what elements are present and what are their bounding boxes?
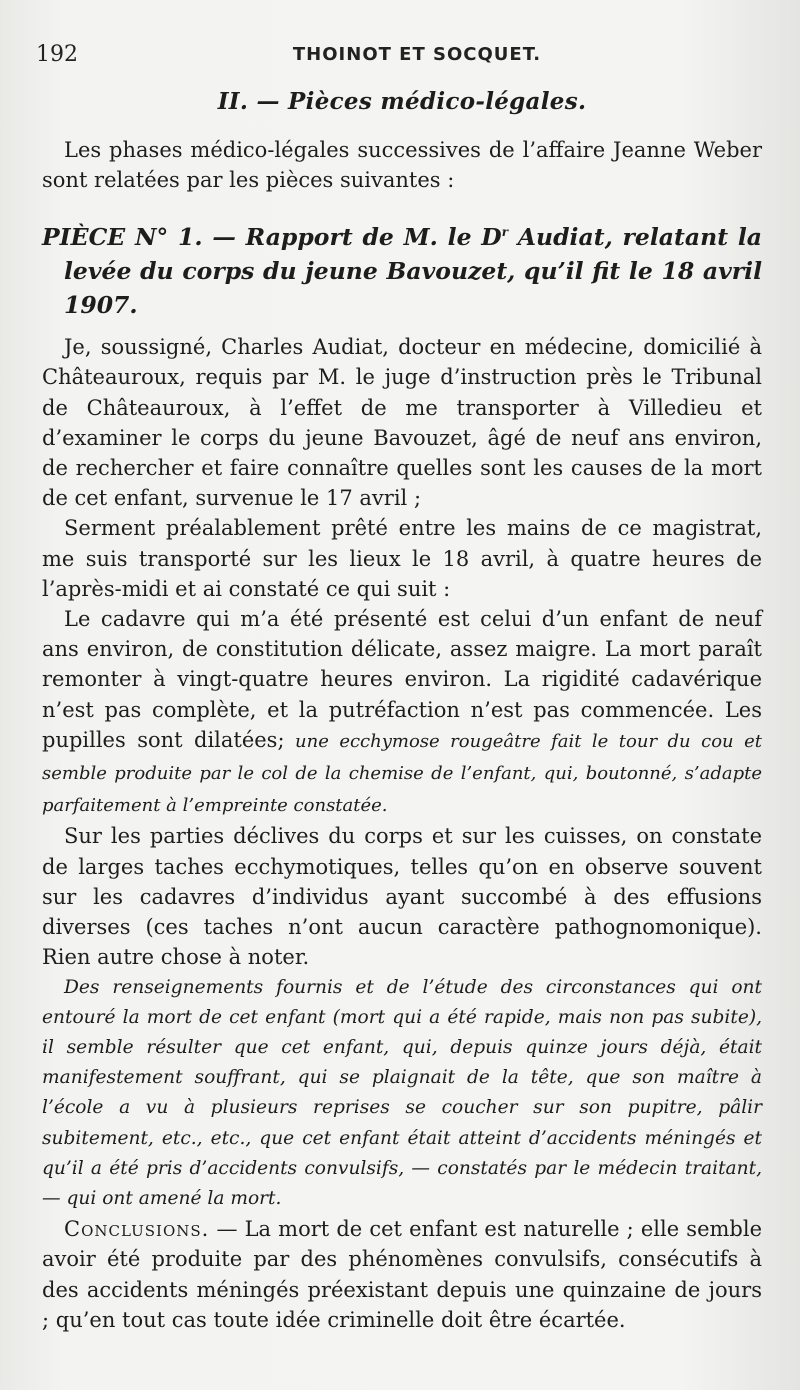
piece-label: PIÈCE N° 1. — (42, 223, 236, 252)
piece-title-sup: r (501, 225, 509, 240)
paragraph-taches: Sur les parties déclives du corps et sur les cuisses, on constate de larges taches ecchymotiques, telles qu’on en observe souvent sur les cadavres d’individus ayant succombé à des effusions diverses (ces taches n’ont aucun caractère pathognomonique). Rien autre chose à noter. (42, 824, 762, 970)
cadaver-text: Le cadavre qui m’a été présenté est celui d’un enfant de neuf ans environ, de constitution délicate, assez maigre. La mort paraît remonter à vingt-quatre heures environ. La rigidité cadavérique n’est pas complète, et la putréfaction n’est pas commencée. Les pupilles sont dilatées; (42, 607, 762, 752)
paragraph-conclusions (42, 1214, 762, 1335)
piece-title (42, 215, 762, 322)
ecchymose-text: une ecchymose rougeâtre fait le tour du cou et semble produite par le col de la chemise de l’enfant, qui, boutonné, s’adapte parfaitement à l’empreinte constatée. (42, 730, 762, 817)
paragraph-requisition: Je, soussigné, Charles Audiat, docteur en médecine, domicilié à Châteauroux, requis par M. le juge d’instruction près le Tribunal de Châteauroux, à l’effet de me transporter à Villedieu et d’examiner le corps du jeune Bavouzet, âgé de neuf ans environ, de rechercher et faire connaître quelles sont les causes de la mort de cet enfant, survenue le 17 avril ; (42, 335, 762, 511)
intro-paragraph: Les phases médico-légales successives de l’affaire Jeanne Weber sont relatées par les pièces suivantes : (42, 138, 762, 193)
running-head: THOINOT ET SOCQUET. (292, 44, 542, 65)
paragraph-renseignements: Des renseignements fournis et de l’étude des circonstances qui ont entouré la mort de cet enfant (mort qui a été rapide, mais non pas subite), il semble résulter que cet enfant, qui, depuis quinze jours déjà, était manifestement souffrant, qui se plaignait de la tête, que son maître à l’école a vu à plusieurs reprises se coucher sur son pupitre, pâlir subitement, etc., etc., que cet enfant était atteint d’accidents méningés et qu’il a été pris d’accidents convulsifs, — constatés par le médecin traitant, — qui ont amené la mort. (42, 976, 762, 1209)
page-number: 192 (36, 42, 78, 67)
section-title: II. — Pièces médico-légales. (217, 88, 587, 115)
paragraph-oath: Serment préalablement prêté entre les mains de ce magistrat, me suis transporté sur les lieux le 18 avril, à quatre heures de l’après-midi et ai constaté ce qui suit : (42, 516, 762, 601)
page-header (36, 28, 762, 68)
piece-title-post: Audiat, relatant la levée du corps du jeune Bavouzet, qu’il fit le 18 avril 1907. (64, 223, 762, 320)
conclusions-label: Conclusions. (64, 1217, 210, 1242)
piece-title-pre: Rapport de M. le D (245, 223, 502, 252)
conclusions-text: — La mort de cet enfant est naturelle ; elle semble avoir été produite par des phénomènes convulsifs, consécutifs à des accidents méningés préexistant depuis une quinzaine de jours ; qu’en tout cas toute idée criminelle doit être écartée. (42, 1217, 762, 1332)
paragraph-cadaver (42, 604, 762, 821)
